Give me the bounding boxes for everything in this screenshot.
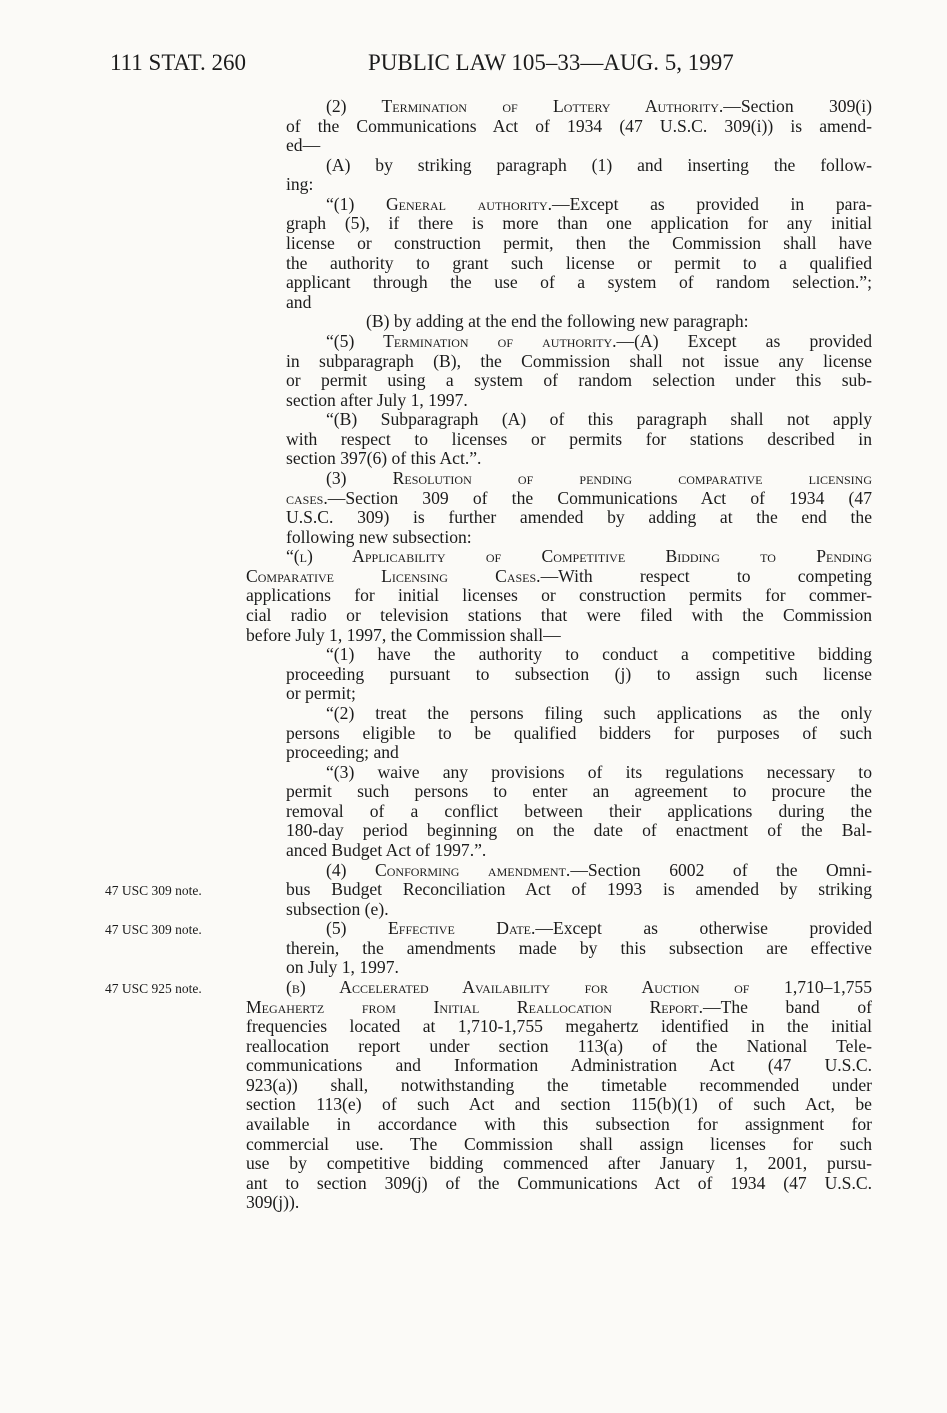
line-text [286,175,313,195]
heading-caps: “(5) Termination of authority. [326,330,617,351]
line-text [246,1095,872,1115]
heading-caps: (5) Effective Date. [326,918,536,939]
text-line [0,665,947,685]
line-text [286,724,872,744]
line-body: available in accordance with this subsection for assignment for [246,1114,872,1135]
margin-note: 47 USC 309 note. [105,883,202,899]
text-line [0,743,947,763]
text-line [0,1017,947,1037]
line-body: “(B) Subparagraph (A) of this paragraph shall not apply [326,409,872,430]
heading-caps: Comparative Licensing Cases. [246,565,541,586]
line-body: with respect to licenses or permits for stations described in [286,428,872,449]
line-text [286,136,320,156]
text-line [0,626,947,646]
running-header [0,50,947,80]
line-body: frequencies located at 1,710-1,755 megahertz identified in the initial [246,1016,872,1037]
line-text [246,1174,872,1194]
line-body: removal of a conflict between their applications during the [286,800,872,821]
text-line [0,430,947,450]
line-body: cial radio or television stations that were filed with the Commission [246,605,872,626]
text-line [0,1095,947,1115]
text-line [0,175,947,195]
law-title: PUBLIC LAW 105–33—AUG. 5, 1997 [368,50,734,75]
text-line [0,234,947,254]
line-body: on July 1, 1997. [286,957,399,978]
text-line [0,919,947,939]
line-text [326,861,872,881]
line-body: therein, the amendments made by this subsection are effective [286,937,872,958]
line-body: the authority to grant such license or permit to a qualified [286,252,872,273]
text-line [0,214,947,234]
line-body: graph (5), if there is more than one application for any initial [286,213,872,234]
line-text [246,1154,872,1174]
text-line [0,606,947,626]
heading-caps: (4) Conforming amendment. [326,859,571,880]
line-body: —Section 309 of the Communications Act of 1934 (47 [327,487,872,508]
line-body: license or construction permit, then the Commission shall have [286,233,872,254]
line-text [286,782,872,802]
line-text [286,665,872,685]
line-body: in subparagraph (B), the Commission shall not issue any license [286,350,872,371]
heading-caps: (3) Resolution of pending comparative licensing [326,467,872,488]
text-line [0,195,947,215]
line-text [326,469,872,489]
line-text [286,273,872,293]
heading-caps: “(l) Applicability of Competitive Bidding to Pending [286,546,872,567]
line-text [286,821,872,841]
line-text [246,606,872,626]
line-text [326,704,872,724]
margin-note: 47 USC 309 note. [105,922,202,938]
line-body: applications for initial licenses or construction permits for commer- [246,585,872,606]
line-text [246,998,872,1018]
line-body: —Section 6002 of the Omni- [570,859,872,880]
text-line [0,586,947,606]
line-body: commercial use. The Commission shall assign licenses for such [246,1133,872,1154]
text-line [0,841,947,861]
line-text [246,567,872,587]
line-body: section 397(6) of this Act.”. [286,448,482,469]
text-line [0,1154,947,1174]
text-line [0,645,947,665]
line-text [326,645,872,665]
line-text [286,528,472,548]
line-text [326,763,872,783]
text-line [0,293,947,313]
line-body: U.S.C. 309) is further amended by adding at the end the [286,507,872,528]
line-text [246,626,561,646]
text-line [0,469,947,489]
line-body: following new subsection: [286,526,472,547]
line-text [286,489,872,509]
text-line [0,352,947,372]
statute-body [0,97,947,1213]
line-text [286,214,872,234]
line-text [286,939,872,959]
text-line [0,97,947,117]
line-text [246,1135,872,1155]
line-body: section 113(e) of such Act and section 115(b)(1) of such Act, be [246,1094,872,1115]
line-body: anced Budget Act of 1997.”. [286,839,487,860]
line-body: or permit using a system of random selection under this sub- [286,370,872,391]
text-line [0,508,947,528]
line-body: use by competitive bidding commenced after January 1, 2001, pursu- [246,1153,872,1174]
line-body: before July 1, 1997, the Commission shall— [246,624,561,645]
line-text [286,117,872,137]
line-text [326,410,872,430]
line-text [286,234,872,254]
text-line [0,1076,947,1096]
line-text [286,293,311,313]
text-line [0,117,947,137]
line-text [326,332,872,352]
line-body: ed— [286,135,321,156]
text-line [0,156,947,176]
line-text [366,312,749,332]
line-body: of the Communications Act of 1934 (47 U.S.C. 309(i)) is amend- [286,115,872,136]
line-body: —The band of [702,996,872,1017]
text-line [0,136,947,156]
page-reference: 111 STAT. 260 [110,50,246,75]
line-text [286,391,468,411]
line-text [286,978,872,998]
line-text [286,880,872,900]
heading-caps: (b) Accelerated Availability for Auction of 1,710–1,755 [286,977,872,998]
text-line [0,900,947,920]
text-line [0,332,947,352]
line-body: 923(a)) shall, notwithstanding the timetable recommended under [246,1074,872,1095]
line-text [246,1017,872,1037]
line-body: “(3) waive any provisions of its regulations necessary to [326,761,872,782]
line-body: and [286,291,312,312]
text-line [0,371,947,391]
text-line [0,1135,947,1155]
text-line [0,958,947,978]
text-line [0,391,947,411]
line-body: 309(j)). [246,1192,300,1213]
line-text [286,900,389,920]
line-text [286,547,872,567]
text-line [0,821,947,841]
line-text [286,958,399,978]
line-text [286,508,872,528]
line-body: (A) by striking paragraph (1) and inserting the follow- [326,154,872,175]
text-line [0,802,947,822]
heading-caps: cases. [286,487,328,508]
line-body: permit such persons to enter an agreement to procure the [286,781,872,802]
line-text [326,156,872,176]
text-line [0,410,947,430]
text-line [0,724,947,744]
line-body: ing: [286,174,314,195]
text-line [0,763,947,783]
text-line [0,880,947,900]
text-line [0,1174,947,1194]
margin-note: 47 USC 925 note. [105,981,202,997]
line-body: reallocation report under section 113(a) of the National Tele- [246,1035,872,1056]
line-body: “(2) treat the persons filing such applications as the only [326,702,872,723]
line-body: proceeding; and [286,742,399,763]
line-body: proceeding pursuant to subsection (j) to assign such license [286,663,872,684]
text-line [0,1037,947,1057]
text-line [0,861,947,881]
text-line [0,489,947,509]
text-line [0,449,947,469]
line-body: “(1) have the authority to conduct a competitive bidding [326,644,872,665]
line-text [286,449,481,469]
line-body: section after July 1, 1997. [286,389,468,410]
text-line [0,998,947,1018]
text-line [0,254,947,274]
heading-caps: (2) Termination of Lottery Authority. [326,96,724,116]
line-text [286,371,872,391]
heading-caps: “(1) General authority. [326,193,553,214]
line-body: or permit; [286,683,356,704]
text-line [0,782,947,802]
line-text [286,802,872,822]
text-line [0,312,947,332]
line-text [286,841,486,861]
line-text [246,1115,872,1135]
text-line [0,567,947,587]
line-body: subsection (e). [286,898,389,919]
line-body: ant to section 309(j) of the Communications Act of 1934 (47 U.S.C. [246,1172,872,1193]
line-text [286,430,872,450]
heading-caps: Megahertz from Initial Reallocation Report. [246,996,703,1017]
line-text [286,352,872,372]
line-text [246,586,872,606]
line-body: applicant through the use of a system of random selection.”; [286,272,872,293]
line-text [246,1037,872,1057]
text-line [0,704,947,724]
line-body: —Except as otherwise provided [535,918,872,939]
line-body: —Section 309(i) [723,96,873,116]
text-line [0,978,947,998]
line-body: persons eligible to be qualified bidders for purposes of such [286,722,872,743]
line-text [326,97,872,117]
line-text [286,743,399,763]
line-body: —(A) Except as provided [616,330,872,351]
text-line [0,1056,947,1076]
line-body: —Except as provided in para- [552,193,872,214]
text-line [0,273,947,293]
line-text [326,195,872,215]
line-body: bus Budget Reconciliation Act of 1993 is amended by striking [286,879,872,900]
line-body: communications and Information Administration Act (47 U.S.C. [246,1055,872,1076]
line-text [286,684,356,704]
line-body: (B) by adding at the end the following new paragraph: [366,311,749,332]
text-line [0,528,947,548]
line-body: —With respect to competing [540,565,872,586]
text-line [0,684,947,704]
line-text [246,1076,872,1096]
line-body: 180-day period beginning on the date of enactment of the Bal- [286,820,872,841]
line-text [286,254,872,274]
line-text [246,1193,299,1213]
text-line [0,939,947,959]
text-line [0,547,947,567]
line-text [246,1056,872,1076]
line-text [326,919,872,939]
text-line [0,1115,947,1135]
text-line [0,1193,947,1213]
